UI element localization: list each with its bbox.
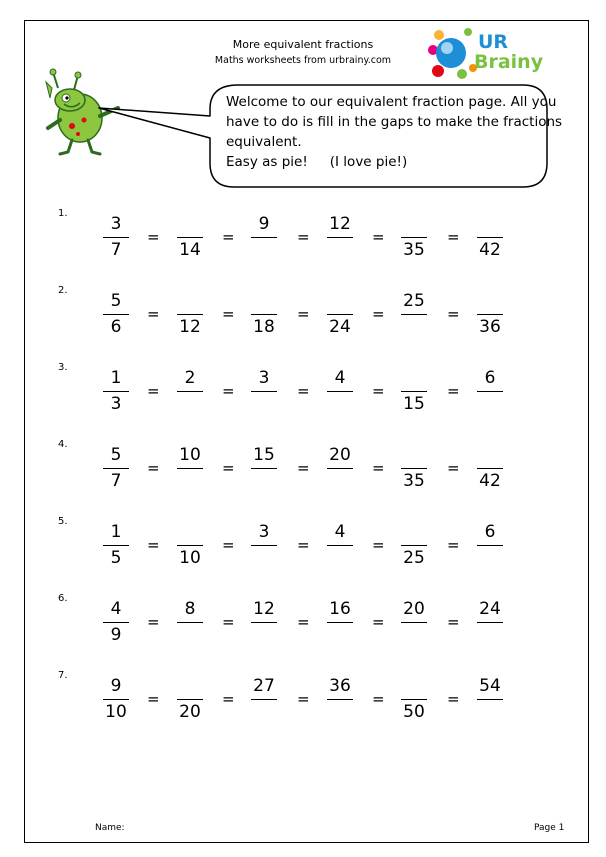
numerator: 15 [253, 445, 275, 465]
denominator-blank[interactable] [396, 624, 432, 646]
page-title: More equivalent fractions [232, 38, 374, 51]
fraction-bar [327, 545, 353, 546]
numerator: 3 [258, 368, 270, 388]
fraction-bar [251, 314, 277, 315]
fraction [98, 675, 134, 723]
fraction-bar [477, 314, 503, 315]
denominator: 12 [179, 317, 201, 337]
numerator: 9 [110, 676, 122, 696]
svg-text:Brainy: Brainy [474, 51, 544, 73]
numerator: 4 [334, 368, 346, 388]
fraction [322, 444, 358, 492]
equals-sign: = [447, 690, 460, 708]
equals-sign: = [372, 228, 385, 246]
fraction-bar [401, 237, 427, 238]
fraction [98, 213, 134, 261]
equals-sign: = [222, 459, 235, 477]
fraction [246, 290, 282, 338]
equals-sign: = [147, 536, 160, 554]
fraction-bar [251, 468, 277, 469]
denominator-blank[interactable] [322, 701, 358, 723]
fraction [472, 521, 508, 569]
denominator: 9 [110, 625, 122, 645]
equals-sign: = [447, 228, 460, 246]
fraction-bar [401, 545, 427, 546]
numerator: 12 [329, 214, 351, 234]
equals-sign: = [147, 382, 160, 400]
name-label: Name: [95, 823, 125, 833]
fraction [322, 367, 358, 415]
fraction-bar [477, 237, 503, 238]
fraction [172, 521, 208, 569]
denominator: 42 [479, 240, 501, 260]
fraction [322, 521, 358, 569]
denominator: 15 [403, 394, 425, 414]
equals-sign: = [372, 690, 385, 708]
denominator-blank[interactable] [322, 470, 358, 492]
numerator: 2 [184, 368, 196, 388]
fraction [172, 598, 208, 646]
fraction [396, 675, 432, 723]
denominator: 18 [253, 317, 275, 337]
equals-sign: = [297, 690, 310, 708]
denominator-blank[interactable] [246, 239, 282, 261]
denominator-blank[interactable] [246, 701, 282, 723]
equals-sign: = [297, 536, 310, 554]
denominator: 7 [110, 240, 122, 260]
question-number: 1. [58, 208, 68, 219]
fraction [246, 521, 282, 569]
fraction [472, 598, 508, 646]
numerator-blank[interactable] [472, 290, 508, 312]
denominator: 6 [110, 317, 122, 337]
fraction-bar [327, 468, 353, 469]
fraction-bar [103, 699, 129, 700]
denominator-blank[interactable] [172, 470, 208, 492]
equals-sign: = [222, 382, 235, 400]
numerator-blank[interactable] [172, 213, 208, 235]
numerator: 5 [110, 445, 122, 465]
speech-line: Welcome to our equivalent fraction page. All you [226, 94, 557, 110]
denominator: 10 [179, 548, 201, 568]
fraction-bar [251, 391, 277, 392]
numerator: 10 [179, 445, 201, 465]
denominator-blank[interactable] [472, 624, 508, 646]
fraction [396, 290, 432, 338]
question-number: 5. [58, 516, 68, 527]
speech-line: equivalent. [226, 134, 302, 150]
denominator-blank[interactable] [396, 316, 432, 338]
numerator: 20 [403, 599, 425, 619]
fraction [322, 213, 358, 261]
fraction [172, 444, 208, 492]
question-number: 2. [58, 285, 68, 296]
denominator: 25 [403, 548, 425, 568]
denominator-blank[interactable] [246, 547, 282, 569]
fraction-bar [327, 622, 353, 623]
numerator: 9 [258, 214, 270, 234]
fraction-bar [251, 622, 277, 623]
fraction-bar [177, 545, 203, 546]
urbrainy-logo [428, 26, 550, 84]
denominator: 42 [479, 471, 501, 491]
equals-sign: = [297, 305, 310, 323]
denominator-blank[interactable] [246, 624, 282, 646]
equals-sign: = [147, 228, 160, 246]
fraction-bar [103, 391, 129, 392]
numerator-blank[interactable] [396, 521, 432, 543]
equals-sign: = [222, 228, 235, 246]
fraction-bar [401, 699, 427, 700]
fraction-bar [401, 468, 427, 469]
fraction-bar [477, 468, 503, 469]
equals-sign: = [372, 459, 385, 477]
denominator-blank[interactable] [172, 393, 208, 415]
fraction [98, 521, 134, 569]
numerator-blank[interactable] [396, 367, 432, 389]
fraction-bar [401, 391, 427, 392]
fraction-bar [401, 622, 427, 623]
equals-sign: = [222, 536, 235, 554]
fraction-bar [477, 699, 503, 700]
page-subtitle: Maths worksheets from urbrainy.com [214, 55, 392, 66]
i-love-pie-text: (I love pie!) [329, 154, 408, 170]
fraction-bar [103, 622, 129, 623]
denominator-blank[interactable] [322, 624, 358, 646]
equals-sign: = [372, 536, 385, 554]
equals-sign: = [297, 228, 310, 246]
speech-line [226, 152, 526, 172]
denominator: 50 [403, 702, 425, 722]
denominator: 36 [479, 317, 501, 337]
fraction [172, 213, 208, 261]
numerator-blank[interactable] [472, 213, 508, 235]
fraction [172, 290, 208, 338]
numerator: 3 [258, 522, 270, 542]
fraction [322, 598, 358, 646]
fraction [322, 290, 358, 338]
fraction [246, 598, 282, 646]
denominator-blank[interactable] [322, 393, 358, 415]
denominator-blank[interactable] [322, 547, 358, 569]
fraction-bar [177, 468, 203, 469]
numerator: 20 [329, 445, 351, 465]
equals-sign: = [447, 536, 460, 554]
numerator: 5 [110, 291, 122, 311]
equals-sign: = [222, 690, 235, 708]
numerator: 1 [110, 368, 122, 388]
numerator-blank[interactable] [396, 213, 432, 235]
fraction-bar [177, 622, 203, 623]
numerator-blank[interactable] [172, 521, 208, 543]
equals-sign: = [147, 305, 160, 323]
denominator: 3 [110, 394, 122, 414]
fraction [98, 598, 134, 646]
denominator: 14 [179, 240, 201, 260]
equals-sign: = [297, 382, 310, 400]
fraction-bar [251, 545, 277, 546]
equals-sign: = [447, 459, 460, 477]
denominator: 10 [105, 702, 127, 722]
denominator-blank[interactable] [472, 547, 508, 569]
numerator: 27 [253, 676, 275, 696]
numerator: 54 [479, 676, 501, 696]
fraction [472, 675, 508, 723]
numerator-blank[interactable] [172, 675, 208, 697]
denominator-blank[interactable] [472, 393, 508, 415]
fraction [396, 521, 432, 569]
fraction [472, 367, 508, 415]
fraction-bar [177, 314, 203, 315]
denominator-blank[interactable] [322, 239, 358, 261]
numerator: 16 [329, 599, 351, 619]
numerator: 4 [334, 522, 346, 542]
fraction-bar [177, 237, 203, 238]
numerator: 8 [184, 599, 196, 619]
denominator: 20 [179, 702, 201, 722]
denominator: 35 [403, 240, 425, 260]
fraction [98, 290, 134, 338]
denominator-blank[interactable] [246, 470, 282, 492]
denominator: 35 [403, 471, 425, 491]
fraction-bar [177, 391, 203, 392]
fraction-bar [251, 237, 277, 238]
fraction [472, 290, 508, 338]
fraction [396, 598, 432, 646]
equals-sign: = [147, 690, 160, 708]
question-number: 3. [58, 362, 68, 373]
numerator: 6 [484, 522, 496, 542]
numerator-blank[interactable] [396, 444, 432, 466]
equals-sign: = [147, 613, 160, 631]
numerator: 6 [484, 368, 496, 388]
numerator: 36 [329, 676, 351, 696]
equals-sign: = [297, 613, 310, 631]
question-number: 7. [58, 670, 68, 681]
fraction-bar [477, 545, 503, 546]
fraction-bar [327, 237, 353, 238]
numerator: 3 [110, 214, 122, 234]
fraction [396, 444, 432, 492]
fraction-bar [327, 699, 353, 700]
speech-text [226, 92, 563, 172]
svg-text:UR: UR [478, 31, 509, 53]
numerator: 4 [110, 599, 122, 619]
equals-sign: = [372, 305, 385, 323]
equals-sign: = [447, 382, 460, 400]
equals-sign: = [222, 305, 235, 323]
fraction [472, 444, 508, 492]
fraction-bar [477, 622, 503, 623]
denominator-blank[interactable] [246, 393, 282, 415]
numerator-blank[interactable] [472, 444, 508, 466]
numerator-blank[interactable] [172, 290, 208, 312]
denominator: 7 [110, 471, 122, 491]
fraction-bar [103, 237, 129, 238]
fraction-bar [477, 391, 503, 392]
fraction-bar [103, 468, 129, 469]
denominator: 24 [329, 317, 351, 337]
question-number: 6. [58, 593, 68, 604]
fraction [472, 213, 508, 261]
fraction-bar [251, 699, 277, 700]
speech-line: have to do is fill in the gaps to make the fractions [226, 114, 563, 130]
numerator: 24 [479, 599, 501, 619]
fraction [322, 675, 358, 723]
numerator: 12 [253, 599, 275, 619]
fraction [396, 367, 432, 415]
fraction [246, 367, 282, 415]
numerator-blank[interactable] [246, 290, 282, 312]
equals-sign: = [372, 382, 385, 400]
fraction [98, 444, 134, 492]
fraction-bar [327, 391, 353, 392]
denominator-blank[interactable] [172, 624, 208, 646]
fraction [396, 213, 432, 261]
fraction-bar [401, 314, 427, 315]
fraction [246, 213, 282, 261]
fraction [246, 444, 282, 492]
fraction-bar [177, 699, 203, 700]
fraction-bar [103, 314, 129, 315]
page-number: Page 1 [534, 823, 565, 833]
fraction [246, 675, 282, 723]
fraction [98, 367, 134, 415]
equals-sign: = [447, 305, 460, 323]
equals-sign: = [447, 613, 460, 631]
equals-sign: = [147, 459, 160, 477]
equals-sign: = [372, 613, 385, 631]
fraction [172, 367, 208, 415]
question-number: 4. [58, 439, 68, 450]
fraction-bar [103, 545, 129, 546]
fraction-bar [327, 314, 353, 315]
equals-sign: = [222, 613, 235, 631]
numerator-blank[interactable] [322, 290, 358, 312]
equals-sign: = [297, 459, 310, 477]
numerator: 1 [110, 522, 122, 542]
fraction [172, 675, 208, 723]
numerator-blank[interactable] [396, 675, 432, 697]
numerator: 25 [403, 291, 425, 311]
denominator-blank[interactable] [472, 701, 508, 723]
easy-as-pie-text: Easy as pie! [226, 154, 308, 170]
denominator: 5 [110, 548, 122, 568]
